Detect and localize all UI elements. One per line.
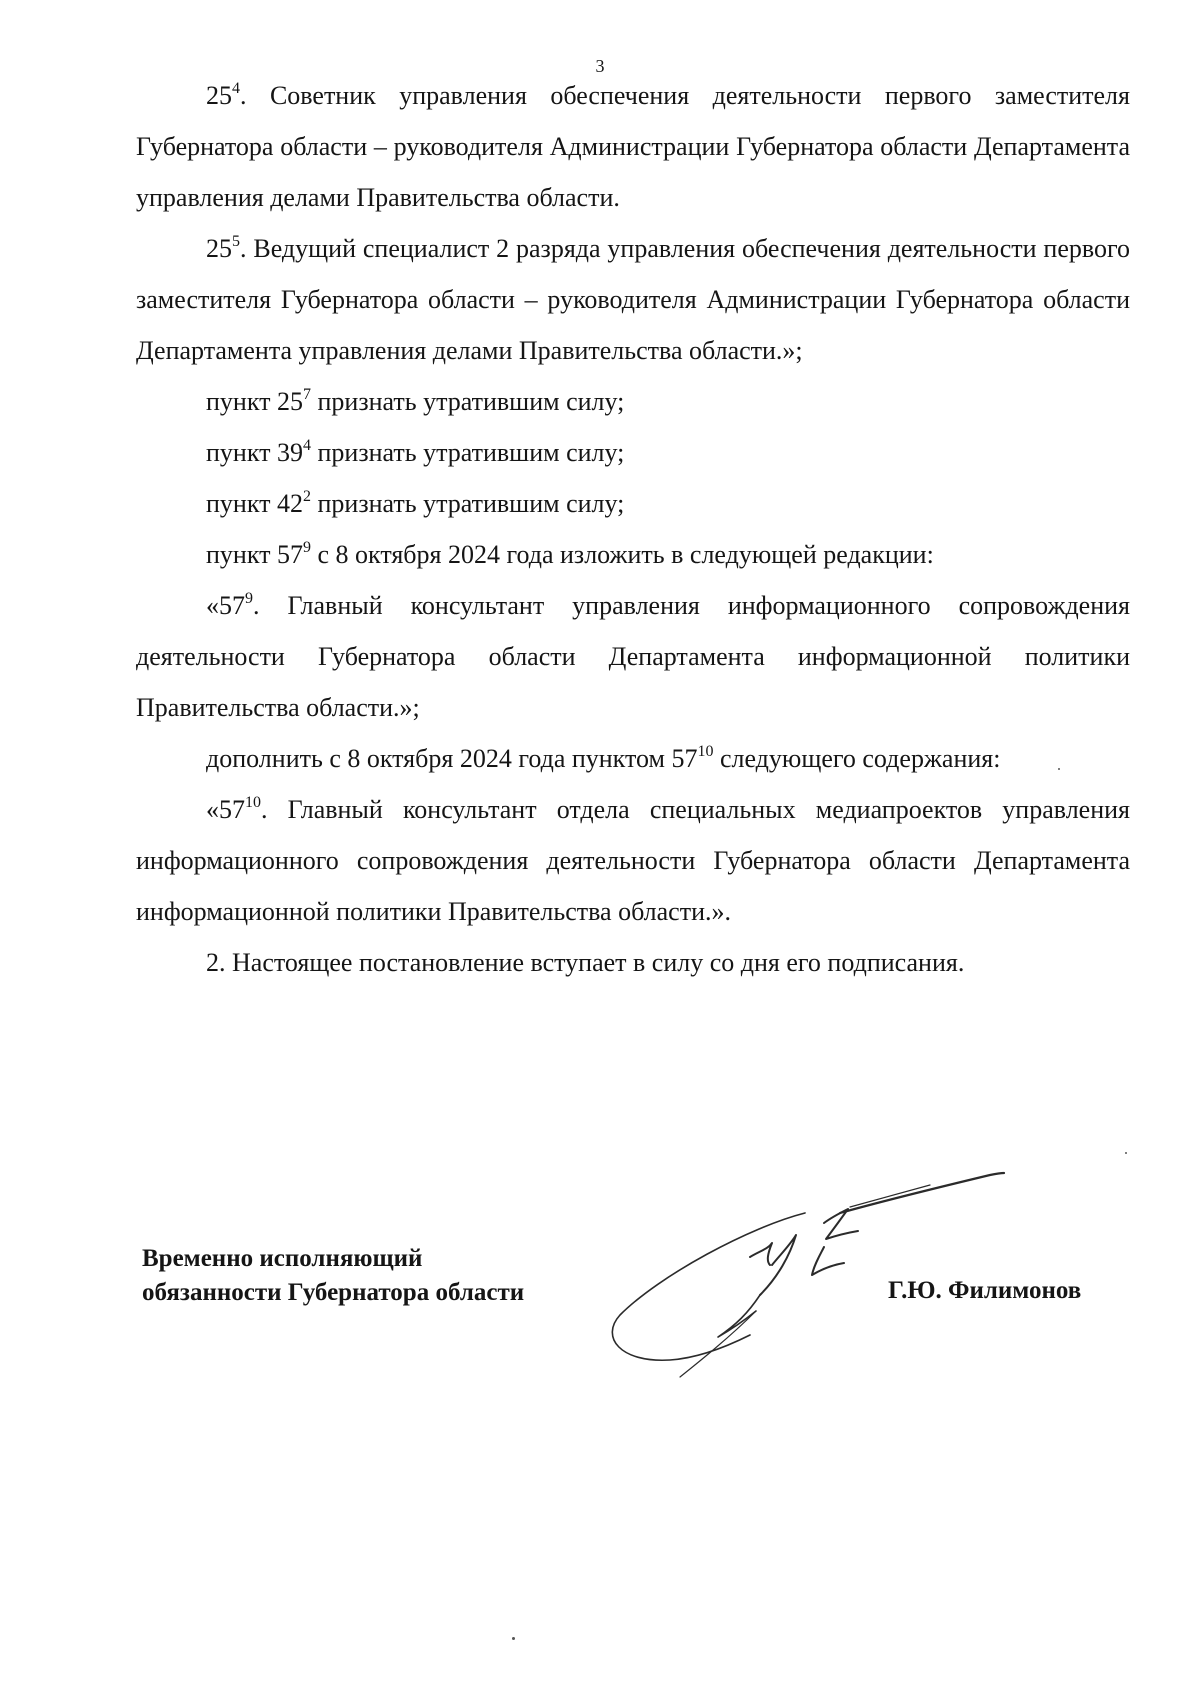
paragraph-text: . Главный консультант управления информационного сопровождения деятельности Губернатора области Департамента информационной политики Правительства области.»; xyxy=(136,591,1130,722)
superscript: 9 xyxy=(245,590,253,607)
document-body xyxy=(136,70,1130,988)
paragraph-text: . Советник управления обеспечения деятельности первого заместителя Губернатора области – руководителя Администрации Губернатора области Департамента управления делами Правительства области. xyxy=(136,81,1130,212)
scan-speck xyxy=(1125,1152,1127,1154)
signatory-position-line2: обязанности Губернатора области xyxy=(142,1279,525,1306)
paragraph-text: признать утратившим силу; xyxy=(310,489,625,518)
paragraph-text: следующего содержания: xyxy=(713,744,1001,773)
paragraph-effective-date xyxy=(136,937,1130,988)
paragraph-text: пункт 57 xyxy=(206,540,303,569)
paragraph-text: 25 xyxy=(206,234,232,263)
paragraph-add-57-10 xyxy=(136,733,1130,784)
paragraph-text: с 8 октября 2024 года изложить в следующей редакции: xyxy=(310,540,934,569)
paragraph-text: пункт 42 xyxy=(206,489,303,518)
paragraph-text: признать утратившим силу; xyxy=(310,438,625,467)
paragraph-text: дополнить с 8 октября 2024 года пунктом 57 xyxy=(206,744,698,773)
paragraph-item-42-2 xyxy=(136,478,1130,529)
scan-speck xyxy=(1058,768,1060,770)
page-number: 3 xyxy=(595,56,605,76)
paragraph-text: 2. Настоящее постановление вступает в силу со дня его подписания. xyxy=(206,948,965,977)
paragraph-25-5 xyxy=(136,223,1130,376)
paragraph-item-39-4 xyxy=(136,427,1130,478)
signatory-position xyxy=(142,1242,524,1310)
superscript: 2 xyxy=(302,488,311,505)
superscript: 10 xyxy=(697,743,714,760)
paragraph-text: «57 xyxy=(206,591,245,620)
paragraph-text: . Ведущий специалист 2 разряда управления обеспечения деятельности первого заместителя Губернатора области – руководителя Администрации Губернатора области Департамента управления делами Правительства области.»; xyxy=(136,234,1130,365)
superscript: 9 xyxy=(302,539,311,556)
superscript: 7 xyxy=(302,386,311,403)
paragraph-text: признать утратившим силу; xyxy=(310,387,625,416)
superscript: 4 xyxy=(302,437,311,454)
paragraph-item-57-9 xyxy=(136,529,1130,580)
paragraph-25-4 xyxy=(136,70,1130,223)
scan-speck xyxy=(512,1637,515,1640)
superscript: 5 xyxy=(232,233,240,250)
superscript: 10 xyxy=(245,794,261,811)
paragraph-text: пункт 25 xyxy=(206,387,303,416)
paragraph-text: 25 xyxy=(206,81,232,110)
paragraph-text: пункт 39 xyxy=(206,438,303,467)
paragraph-57-9-text xyxy=(136,580,1130,733)
superscript: 4 xyxy=(232,80,240,97)
signatory-name: Г.Ю. Филимонов xyxy=(888,1277,1082,1304)
paragraph-57-10-text xyxy=(136,784,1130,937)
paragraph-item-25-7 xyxy=(136,376,1130,427)
signatory-position-line1: Временно исполняющий xyxy=(142,1245,423,1272)
paragraph-text: . Главный консультант отдела специальных медиапроектов управления информационного сопровождения деятельности Губернатора области Департамента информационной политики Правительства области.». xyxy=(136,795,1130,926)
paragraph-text: «57 xyxy=(206,795,245,824)
